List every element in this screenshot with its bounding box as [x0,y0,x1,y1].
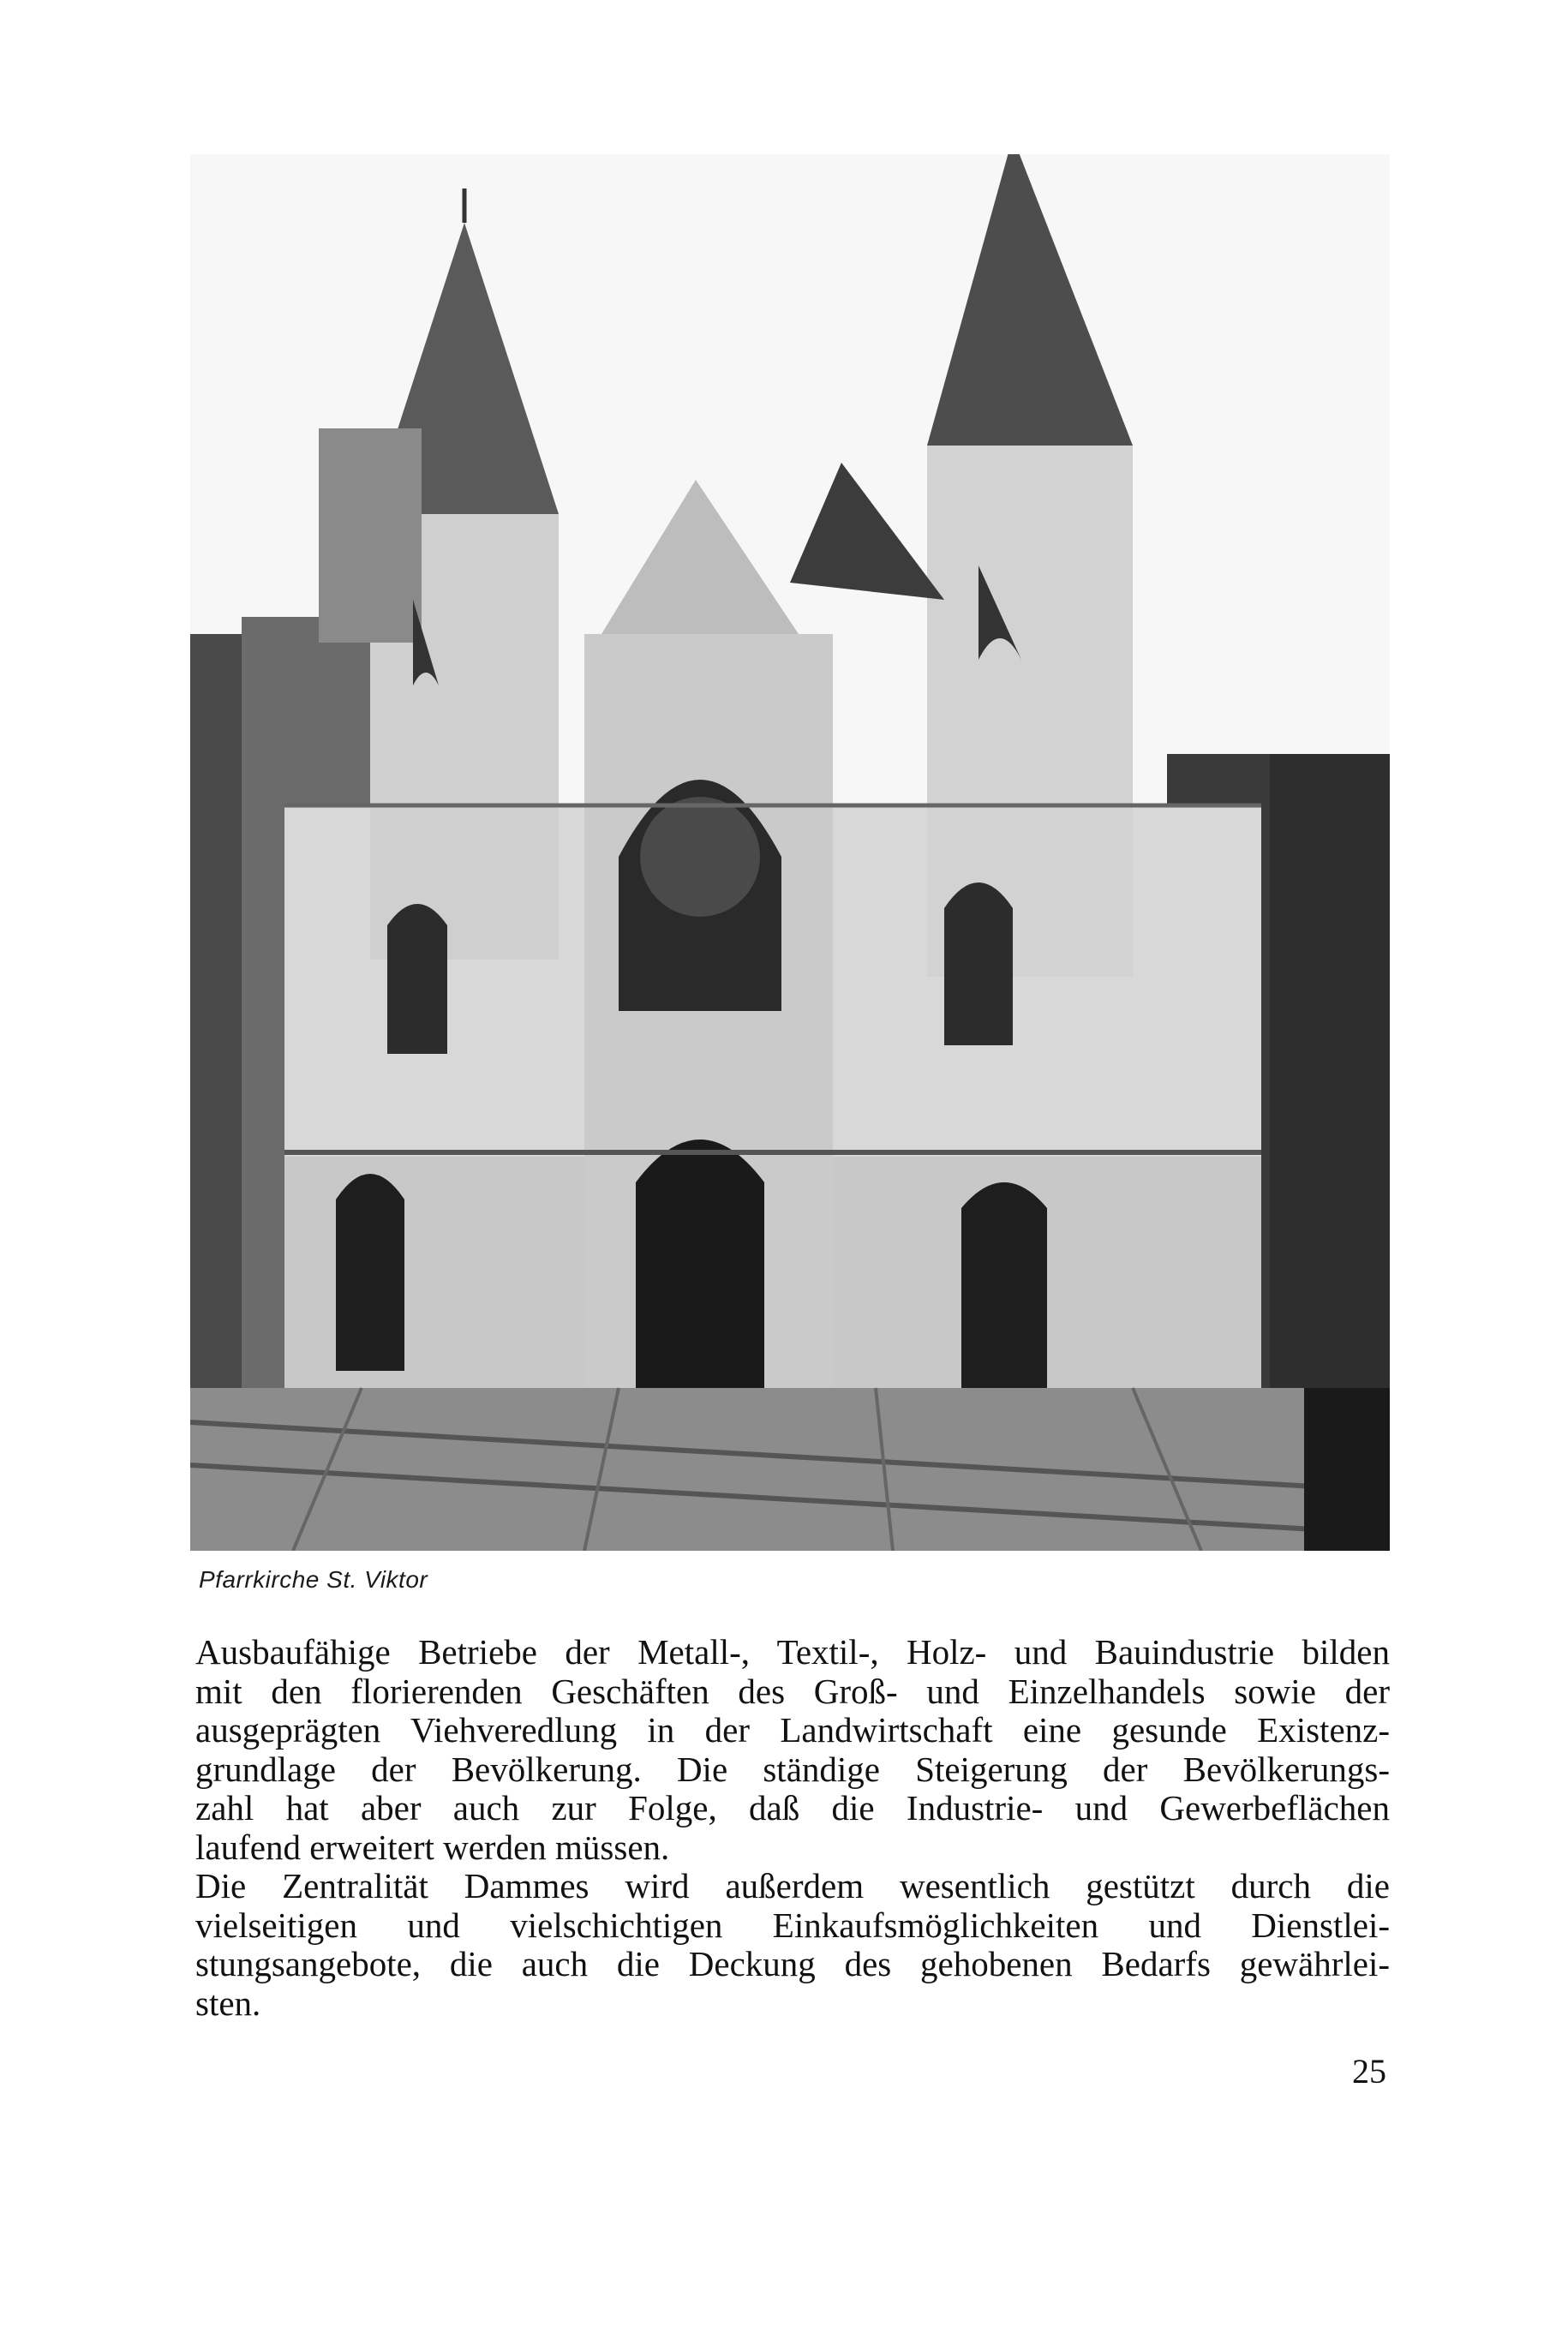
text-line: stungsangebote, die auch die Deckung des gehobenen Bedarfs gewährlei- [195,1944,1390,1983]
photo-caption: Pfarrkirche St. Viktor [199,1566,428,1593]
text-line: mit den florierenden Geschäften des Groß- und Einzelhandels sowie der [195,1671,1390,1711]
church-photo [190,154,1390,1551]
text-line: laufend erweitert werden müssen. [195,1827,670,1867]
text-line: vielseitigen und vielschichtigen Einkaufsmöglichkeiten und Dienstlei- [195,1905,1390,1945]
page-number: 25 [1352,2052,1386,2091]
text-line: ausgeprägten Viehveredlung in der Landwirtschaft eine gesunde Existenz- [195,1710,1390,1750]
text-line: Ausbaufähige Betriebe der Metall-, Textil-, Holz- und Bauindustrie bilden [195,1632,1390,1672]
text-line: sten. [195,1983,261,2023]
body-text [195,1633,1390,2023]
text-line: zahl hat aber auch zur Folge, daß die Industrie- und Gewerbeflächen [195,1788,1390,1828]
text-line: Die Zentralität Dammes wird außerdem wesentlich gestützt durch die [195,1866,1390,1905]
text-line: grundlage der Bevölkerung. Die ständige Steigerung der Bevölkerungs- [195,1749,1390,1789]
